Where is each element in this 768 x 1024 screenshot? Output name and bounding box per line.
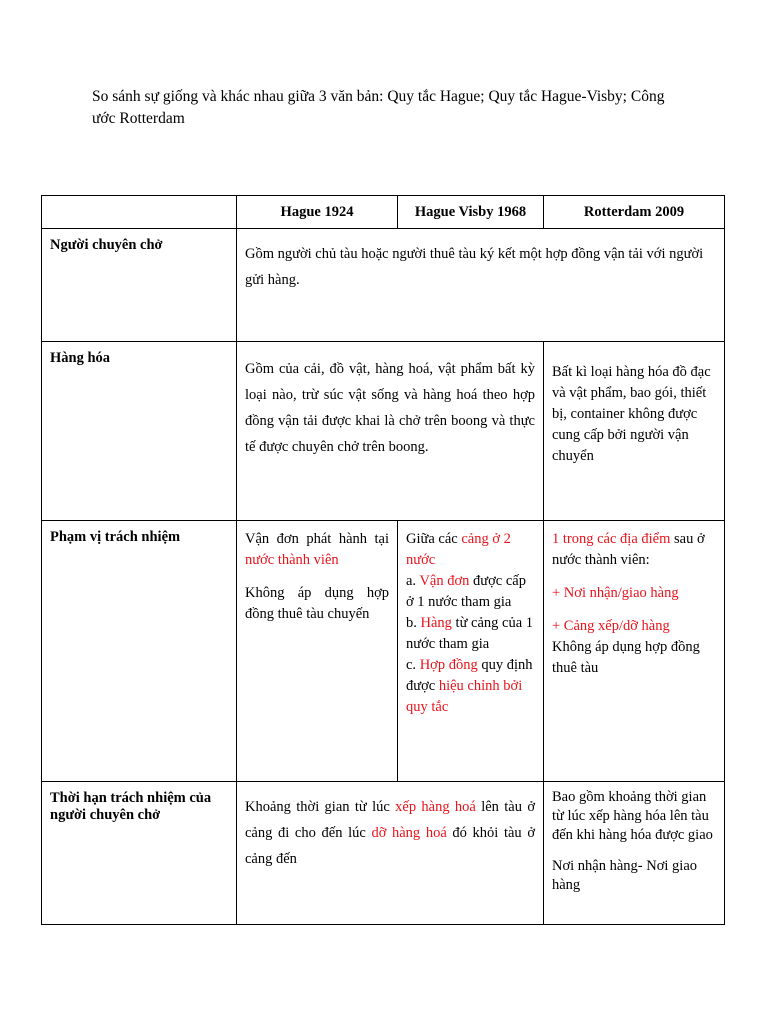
row-label-goods: Hàng hóa xyxy=(42,342,237,521)
comparison-table xyxy=(41,195,725,925)
row-label-carrier: Người chuyên chở xyxy=(42,229,237,342)
scope-hague-member-state: nước thành viên xyxy=(245,552,339,568)
period-discharge: dỡ hàng hoá xyxy=(371,825,447,841)
item-b-highlight: Hàng xyxy=(420,615,452,631)
item-a-text: được cấp ở 1 nước tham gia xyxy=(406,573,526,610)
period-rotterdam-p2: Nơi nhận hàng- Nơi giao hàng xyxy=(552,858,697,893)
item-a-highlight: Vận đơn xyxy=(419,573,470,589)
item-c-highlight: Hợp đồng xyxy=(419,657,478,673)
header-rotterdam-2009: Rotterdam 2009 xyxy=(544,196,725,229)
item-c-prefix: c. xyxy=(406,657,420,673)
scope-hague-p2: Không áp dụng hợp đồng thuê tàu chuyến xyxy=(245,585,389,622)
scope-hague xyxy=(237,521,398,782)
item-a-prefix: a. xyxy=(406,573,420,589)
scope-hague-p1 xyxy=(245,529,389,571)
scope-rotterdam-l1-text: sau ở nước thành viên: xyxy=(552,531,705,568)
scope-visby xyxy=(398,521,544,782)
scope-visby-intro xyxy=(406,529,535,571)
row-goods xyxy=(42,342,725,521)
header-empty xyxy=(42,196,237,229)
row-label-scope: Phạm vị trách nhiệm xyxy=(42,521,237,782)
header-hague-1924: Hague 1924 xyxy=(237,196,398,229)
scope-rotterdam-l1 xyxy=(552,529,716,571)
period-text-2: lên tàu ở cảng đi cho đến lúc xyxy=(245,799,535,841)
period-rotterdam-p1: Bao gồm khoảng thời gian từ lúc xếp hàng hóa lên tàu đến khi hàng hóa được giao xyxy=(552,789,713,843)
period-main xyxy=(237,782,544,925)
row-scope xyxy=(42,521,725,782)
period-text-1: Khoảng thời gian từ lúc xyxy=(245,799,396,815)
period-text-3: đó khỏi tàu ở cảng đến xyxy=(245,825,535,867)
scope-visby-intro-text: Giữa các xyxy=(406,531,462,547)
scope-rotterdam-locations: 1 trong các địa điểm xyxy=(552,531,671,547)
document-title: So sánh sự giống và khác nhau giữa 3 văn bản: Quy tắc Hague; Quy tắc Hague-Visby; Công ước Rotterdam xyxy=(92,88,665,127)
period-loading: xếp hàng hoá xyxy=(395,799,476,815)
item-c-highlight-2: hiệu chỉnh bởi quy tắc xyxy=(406,678,523,715)
row-label-period: Thời hạn trách nhiệm của người chuyên chở xyxy=(42,782,237,925)
scope-visby-item-a xyxy=(406,571,535,613)
header-row xyxy=(42,196,725,229)
goods-rotterdam-definition: Bất kì loại hàng hóa đồ đạc và vật phẩm, bao gói, thiết bị, container không được cung cấp bởi người vận chuyển xyxy=(544,342,725,521)
header-hague-visby-1968: Hague Visby 1968 xyxy=(398,196,544,229)
scope-visby-item-c xyxy=(406,655,535,718)
period-rotterdam xyxy=(544,782,725,925)
scope-visby-ports: cảng ở 2 nước xyxy=(406,531,511,568)
scope-rotterdam-exclusion: Không áp dụng hợp đồng thuê tàu xyxy=(552,639,700,676)
item-b-prefix: b. xyxy=(406,615,421,631)
carrier-definition: Gồm người chủ tàu hoặc người thuê tàu ký kết một hợp đồng vận tải với người gửi hàng. xyxy=(237,229,725,342)
scope-visby-item-b xyxy=(406,613,535,655)
scope-rotterdam xyxy=(544,521,725,782)
scope-rotterdam-receipt-delivery: + Nơi nhận/giao hàng xyxy=(552,585,679,601)
item-b-text: từ cảng của 1 nước tham gia xyxy=(406,615,534,652)
item-c-text: quy định được xyxy=(406,657,533,694)
row-carrier xyxy=(42,229,725,342)
scope-hague-p1-text: Vận đơn phát hành tại xyxy=(245,531,389,547)
scope-rotterdam-load-discharge: + Cảng xếp/dỡ hàng xyxy=(552,618,670,634)
goods-hague-definition: Gồm của cải, đồ vật, hàng hoá, vật phẩm bất kỳ loại nào, trừ súc vật sống và hàng hoá theo hợp đồng vận tải được khai là chở trên boong và thực tế được chuyên chở trên boong. xyxy=(237,342,544,521)
row-period xyxy=(42,782,725,925)
